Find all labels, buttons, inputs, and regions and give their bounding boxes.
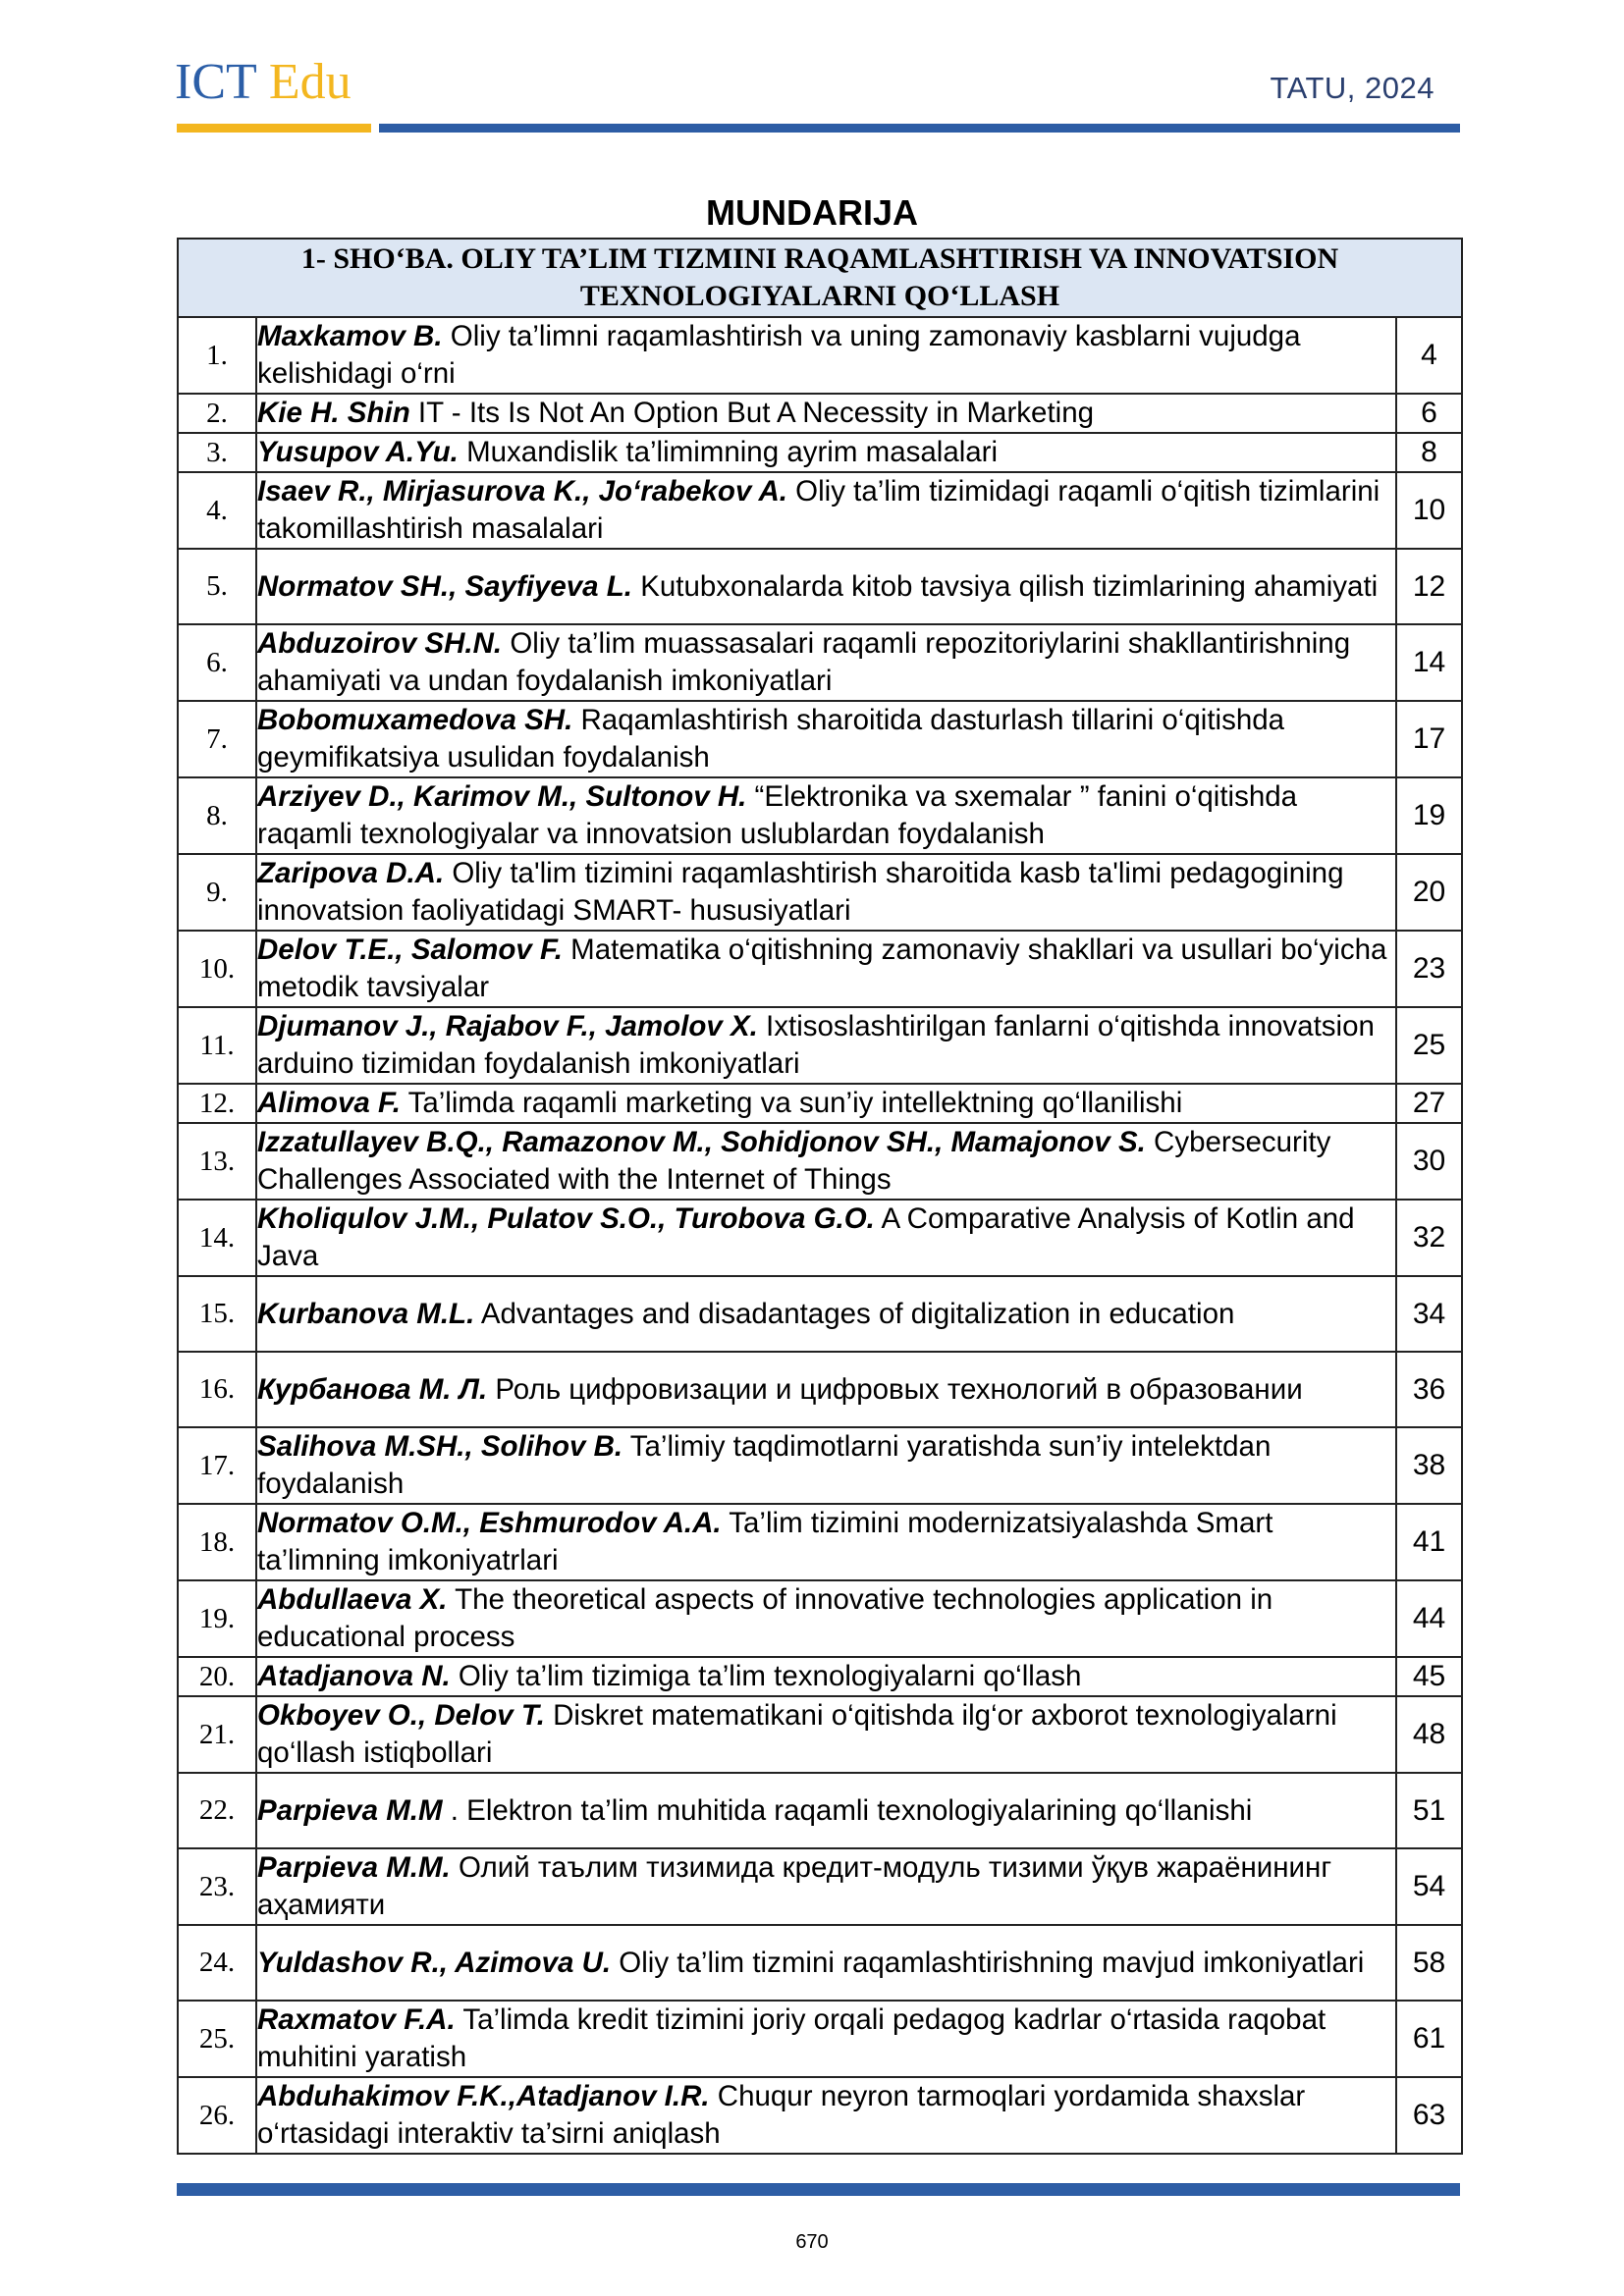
toc-entry-title: Cybersecurity Challenges Associated with the Internet of Things xyxy=(257,1126,1331,1196)
toc-row xyxy=(178,1848,1462,1925)
toc-entry-page: 34 xyxy=(1396,1276,1462,1352)
toc-entry-page: 23 xyxy=(1396,931,1462,1007)
toc-entry-page: 17 xyxy=(1396,701,1462,777)
toc-entry-text xyxy=(256,433,1396,472)
toc-entry-text xyxy=(256,777,1396,854)
toc-row xyxy=(178,1773,1462,1848)
toc-entry-authors: Arziyev D., Karimov M., Sultonov H. xyxy=(257,780,747,813)
toc-entry-page: 6 xyxy=(1396,394,1462,433)
toc-entry-page: 36 xyxy=(1396,1352,1462,1427)
toc-row xyxy=(178,931,1462,1007)
toc-entry-page: 27 xyxy=(1396,1084,1462,1123)
toc-entry-page: 30 xyxy=(1396,1123,1462,1200)
toc-entry-authors: Raxmatov F.A. xyxy=(257,2003,456,2036)
logo-edu-text: Edu xyxy=(268,54,352,110)
toc-entry-authors: Izzatullayev B.Q., Ramazonov M., Sohidjonov SH., Mamajonov S. xyxy=(257,1126,1146,1158)
toc-entry-authors: Delov T.E., Salomov F. xyxy=(257,934,563,966)
toc-entry-authors: Kholiqulov J.M., Pulatov S.O., Turobova G.O. xyxy=(257,1202,875,1235)
toc-entry-title: Oliy ta'lim tizimini raqamlashtirish sharoitida kasb ta'limi pedagogining innovatsion faoliyatidagi SMART- hususiyatlari xyxy=(257,857,1344,927)
toc-row xyxy=(178,1504,1462,1580)
toc-entry-page: 45 xyxy=(1396,1657,1462,1696)
toc-entry-number: 10. xyxy=(178,931,256,1007)
toc-entry-number: 11. xyxy=(178,1007,256,1084)
toc-entry-page: 63 xyxy=(1396,2077,1462,2154)
toc-entry-number: 21. xyxy=(178,1696,256,1773)
toc-entry-number: 8. xyxy=(178,777,256,854)
toc-entry-authors: Djumanov J., Rajabov F., Jamolov X. xyxy=(257,1010,758,1042)
toc-entry-title: Oliy ta’lim muassasalari raqamli repozitoriylarini shakllantirishning ahamiyati va undan foydalanish imkoniyatlari xyxy=(257,627,1351,697)
toc-entry-text xyxy=(256,624,1396,701)
toc-entry-page: 12 xyxy=(1396,549,1462,624)
toc-entry-text xyxy=(256,2001,1396,2077)
toc-entry-title: Diskret matematikani o‘qitishda ilg‘or axborot texnologiyalarni qo‘llash istiqbollari xyxy=(257,1699,1337,1769)
toc-entry-number: 24. xyxy=(178,1925,256,2001)
toc-entry-number: 22. xyxy=(178,1773,256,1848)
toc-entry-title: Oliy ta’lim tizimiga ta’lim texnologiyalarni qo‘llash xyxy=(458,1660,1082,1692)
toc-entry-text xyxy=(256,1352,1396,1427)
toc-row xyxy=(178,1084,1462,1123)
toc-row xyxy=(178,1580,1462,1657)
toc-entry-text xyxy=(256,1200,1396,1276)
toc-entry-title: A Comparative Analysis of Kotlin and Java xyxy=(257,1202,1355,1272)
toc-row xyxy=(178,1427,1462,1504)
toc-entry-number: 6. xyxy=(178,624,256,701)
toc-entry-number: 5. xyxy=(178,549,256,624)
toc-entry-page: 41 xyxy=(1396,1504,1462,1580)
toc-entry-text xyxy=(256,317,1396,394)
toc-entry-authors: Kie H. Shin xyxy=(257,397,410,429)
toc-entry-title: Oliy ta’limni raqamlashtirish va uning zamonaviy kasblarni vujudga kelishidagi o‘rni xyxy=(257,320,1301,390)
toc-entry-number: 13. xyxy=(178,1123,256,1200)
toc-entry-text xyxy=(256,394,1396,433)
toc-entry-number: 19. xyxy=(178,1580,256,1657)
toc-entry-text xyxy=(256,1773,1396,1848)
toc-entry-page: 38 xyxy=(1396,1427,1462,1504)
toc-row xyxy=(178,1200,1462,1276)
toc-entry-text xyxy=(256,931,1396,1007)
toc-row xyxy=(178,1352,1462,1427)
toc-entry-authors: Atadjanova N. xyxy=(257,1660,451,1692)
toc-entry-authors: Abduhakimov F.K.,Atadjanov I.R. xyxy=(257,2080,710,2112)
toc-row xyxy=(178,701,1462,777)
toc-entry-number: 7. xyxy=(178,701,256,777)
section-header-row xyxy=(178,239,1462,317)
toc-row xyxy=(178,777,1462,854)
toc-entry-authors: Bobomuxamedova SH. xyxy=(257,704,573,736)
toc-entry-title: The theoretical aspects of innovative technologies application in educational process xyxy=(257,1583,1273,1653)
toc-entry-authors: Yusupov A.Yu. xyxy=(257,436,459,468)
toc-entry-authors: Kurbanova M.L. xyxy=(257,1297,475,1330)
toc-entry-text xyxy=(256,1007,1396,1084)
toc-entry-number: 9. xyxy=(178,854,256,931)
page-number: 670 xyxy=(795,2231,829,2253)
toc-row xyxy=(178,2001,1462,2077)
section-heading xyxy=(178,239,1462,317)
toc-entry-authors: Maxkamov B. xyxy=(257,320,443,352)
toc-entry-authors: Parpieva M.M. xyxy=(257,1851,451,1884)
toc-entry-page: 20 xyxy=(1396,854,1462,931)
toc-entry-page: 4 xyxy=(1396,317,1462,394)
toc-entry-number: 3. xyxy=(178,433,256,472)
toc-entry-title: Ta’limda kredit tizimini joriy orqali pedagog kadrlar o‘rtasida raqobat muhitini yaratish xyxy=(257,2003,1326,2073)
toc-entry-text xyxy=(256,472,1396,549)
toc-entry-title: Ta’lim tizimini modernizatsiyalashda Smart ta’limning imkoniyatrlari xyxy=(257,1507,1273,1576)
toc-entry-title: Muxandislik ta’limimning ayrim masalalari xyxy=(466,436,999,468)
toc-row xyxy=(178,317,1462,394)
toc-entry-number: 12. xyxy=(178,1084,256,1123)
toc-entry-authors: Zaripova D.A. xyxy=(257,857,445,889)
toc-entry-authors: Yuldashov R., Azimova U. xyxy=(257,1946,612,1979)
toc-entry-title: Oliy ta’lim tizimidagi raqamli o‘qitish tizimlarini takomillashtirish masalalari xyxy=(257,475,1380,545)
toc-entry-title: Raqamlashtirish sharoitida dasturlash tillarini o‘qitishda geymifikatsiya usulidan foydalanish xyxy=(257,704,1285,774)
toc-entry-text xyxy=(256,1427,1396,1504)
toc-entry-text xyxy=(256,1580,1396,1657)
toc-entry-text xyxy=(256,854,1396,931)
toc-entry-title: . Elektron ta’lim muhitida raqamli texnologiyalarining qo‘llanishi xyxy=(450,1793,1253,1827)
toc-entry-authors: Isaev R., Mirjasurova K., Jo‘rabekov A. xyxy=(257,475,787,507)
toc-entry-authors: Abdullaeva X. xyxy=(257,1583,448,1616)
toc-entry-authors: Abduzoirov SH.N. xyxy=(257,627,503,660)
toc-entry-number: 23. xyxy=(178,1848,256,1925)
toc-entry-authors: Okboyev O., Delov T. xyxy=(257,1699,545,1732)
toc-entry-authors: Normatov SH., Sayfiyeva L. xyxy=(257,569,633,603)
toc-entry-page: 8 xyxy=(1396,433,1462,472)
toc-entry-title: “Elektronika va sxemalar ” fanini o‘qitishda raqamli texnologiyalar va innovatsion uslublardan foydalanish xyxy=(257,780,1298,850)
toc-entry-number: 4. xyxy=(178,472,256,549)
toc-row xyxy=(178,1276,1462,1352)
header-rule-yellow xyxy=(177,124,371,133)
toc-entry-page: 25 xyxy=(1396,1007,1462,1084)
header-rule-blue xyxy=(379,124,1460,133)
toc-row xyxy=(178,1123,1462,1200)
toc-entry-title: Chuqur neyron tarmoqlari yordamida shaxslar o‘rtasidagi interaktiv ta’sirni aniqlash xyxy=(257,2080,1306,2150)
toc-row xyxy=(178,2077,1462,2154)
toc-entry-page: 58 xyxy=(1396,1925,1462,2001)
toc-entry-number: 15. xyxy=(178,1276,256,1352)
toc-entry-number: 26. xyxy=(178,2077,256,2154)
toc-entry-page: 54 xyxy=(1396,1848,1462,1925)
toc-entry-number: 14. xyxy=(178,1200,256,1276)
toc-row xyxy=(178,549,1462,624)
toc-entry-number: 18. xyxy=(178,1504,256,1580)
toc-entry-number: 25. xyxy=(178,2001,256,2077)
toc-entry-number: 16. xyxy=(178,1352,256,1427)
toc-row xyxy=(178,1925,1462,2001)
toc-entry-page: 51 xyxy=(1396,1773,1462,1848)
toc-entry-title: Kutubxonalarda kitob tavsiya qilish tizimlarining ahamiyati xyxy=(640,569,1379,603)
toc-entry-page: 44 xyxy=(1396,1580,1462,1657)
toc-entry-title: Ta’limiy taqdimotlarni yaratishda sun’iy intelektdan foydalanish xyxy=(257,1430,1272,1500)
toc-entry-text xyxy=(256,1848,1396,1925)
toc-entry-title: Олий таълим тизимида кредит-модуль тизими ўқув жараёнининг аҳамияти xyxy=(257,1851,1332,1921)
toc-entry-text xyxy=(256,2077,1396,2154)
toc-row xyxy=(178,472,1462,549)
toc-row xyxy=(178,1696,1462,1773)
table-of-contents xyxy=(177,238,1463,2155)
toc-entry-authors: Курбанова М. Л. xyxy=(257,1372,488,1406)
header-institution-year: TATU, 2024 xyxy=(1270,71,1435,105)
toc-entry-number: 17. xyxy=(178,1427,256,1504)
toc-entry-text xyxy=(256,1504,1396,1580)
toc-row xyxy=(178,854,1462,931)
toc-entry-title: Matematika o‘qitishning zamonaviy shakllari va usullari bo‘yicha metodik tavsiyalar xyxy=(257,934,1387,1003)
toc-entry-page: 14 xyxy=(1396,624,1462,701)
toc-row xyxy=(178,394,1462,433)
toc-entry-number: 1. xyxy=(178,317,256,394)
toc-row xyxy=(178,624,1462,701)
toc-entry-page: 48 xyxy=(1396,1696,1462,1773)
page-title: MUNDARIJA xyxy=(706,192,918,233)
toc-entry-number: 2. xyxy=(178,394,256,433)
toc-entry-title: IT - Its Is Not An Option But A Necessity in Marketing xyxy=(417,397,1095,429)
toc-entry-authors: Alimova F. xyxy=(257,1087,401,1119)
toc-entry-page: 61 xyxy=(1396,2001,1462,2077)
toc-entry-text xyxy=(256,701,1396,777)
toc-entry-text xyxy=(256,1925,1396,2001)
toc-entry-number: 20. xyxy=(178,1657,256,1696)
toc-entry-title: Advantages and disadantages of digitalization in education xyxy=(480,1297,1235,1330)
toc-entry-authors: Salihova M.SH., Solihov B. xyxy=(257,1430,623,1463)
section-heading-line2: TEXNOLOGIYALARNI QO‘LLASH xyxy=(579,280,1060,312)
toc-row xyxy=(178,1007,1462,1084)
toc-entry-text xyxy=(256,549,1396,624)
toc-entry-title: Ta’limda raqamli marketing va sun’iy intellektning qo‘llanilishi xyxy=(407,1087,1183,1119)
toc-row xyxy=(178,1657,1462,1696)
toc-entry-page: 19 xyxy=(1396,777,1462,854)
section-heading-line1: 1- SHO‘BA. OLIY TA’LIM TIZMINI RAQAMLASHTIRISH VA INNOVATSION xyxy=(300,242,1339,275)
toc-entry-authors: Normatov O.M., Eshmurodov A.A. xyxy=(257,1507,722,1539)
toc-entry-text xyxy=(256,1657,1396,1696)
toc-entry-text xyxy=(256,1696,1396,1773)
logo-ict-text: ICT xyxy=(175,54,256,110)
toc-entry-text xyxy=(256,1276,1396,1352)
toc-entry-text xyxy=(256,1084,1396,1123)
toc-entry-authors: Parpieva M.M xyxy=(257,1793,443,1827)
toc-entry-page: 10 xyxy=(1396,472,1462,549)
toc-entry-title: Ixtisoslashtirilgan fanlarni o‘qitishda innovatsion arduino tizimidan foydalanish imkoniyatlari xyxy=(257,1010,1375,1080)
footer-rule-blue xyxy=(177,2183,1460,2196)
toc-entry-title: Oliy ta’lim tizmini raqamlashtirishning mavjud imkoniyatlari xyxy=(619,1946,1365,1979)
toc-entry-title: Роль цифровизации и цифровых технологий в образовании xyxy=(495,1372,1303,1406)
ict-edu-logo xyxy=(175,54,352,110)
toc-entry-text xyxy=(256,1123,1396,1200)
toc-row xyxy=(178,433,1462,472)
toc-entry-page: 32 xyxy=(1396,1200,1462,1276)
